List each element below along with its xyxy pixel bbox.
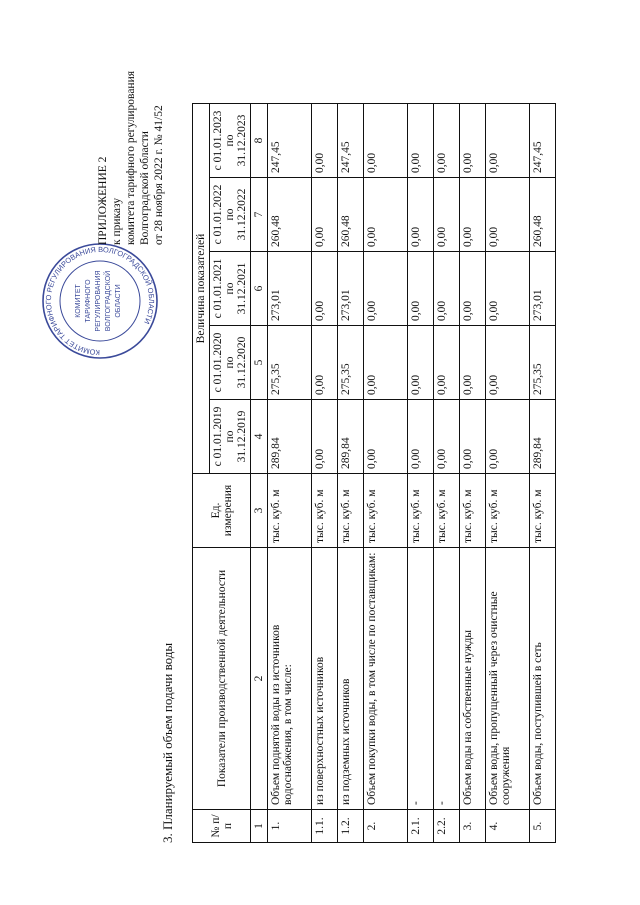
row-value: 0,00 xyxy=(364,104,408,178)
row-value: 289,84 xyxy=(530,400,556,474)
row-value: 0,00 xyxy=(408,104,434,178)
row-value: 0,00 xyxy=(460,252,486,326)
table-row xyxy=(486,104,530,843)
region-name: Волгоградской области xyxy=(139,131,151,245)
row-value: 247,45 xyxy=(338,104,364,178)
row-value: 0,00 xyxy=(408,326,434,400)
column-index: 2 xyxy=(251,548,268,810)
column-index: 7 xyxy=(251,178,268,252)
row-indicator: Объем воды, поступившей в сеть xyxy=(530,548,556,810)
row-value: 0,00 xyxy=(434,252,460,326)
row-value: 0,00 xyxy=(408,252,434,326)
row-value: 0,00 xyxy=(312,326,338,400)
row-value: 260,48 xyxy=(530,178,556,252)
row-number: 2.1. xyxy=(408,810,434,843)
seal-line: ТАРИФНОГО xyxy=(85,279,92,323)
row-value: 289,84 xyxy=(268,400,312,474)
seal-line: КОМИТЕТ xyxy=(75,284,82,318)
row-value: 0,00 xyxy=(434,400,460,474)
row-unit: тыс. куб. м xyxy=(434,474,460,548)
row-indicator: - xyxy=(408,548,434,810)
header-num: № п/п xyxy=(193,810,251,843)
header-period: с 01.01.2023 по 31.12.2023 xyxy=(210,104,251,178)
row-value: 0,00 xyxy=(364,252,408,326)
row-indicator: из подземных источников xyxy=(338,548,364,810)
row-unit: тыс. куб. м xyxy=(338,474,364,548)
row-value: 0,00 xyxy=(486,104,530,178)
row-value: 273,01 xyxy=(338,252,364,326)
row-value: 0,00 xyxy=(460,400,486,474)
official-seal xyxy=(40,241,160,361)
row-value: 0,00 xyxy=(486,252,530,326)
row-value: 275,35 xyxy=(338,326,364,400)
row-unit: тыс. куб. м xyxy=(530,474,556,548)
row-unit: тыс. куб. м xyxy=(312,474,338,548)
row-value: 0,00 xyxy=(486,400,530,474)
row-indicator: Объем воды, пропущенный через очистные сооружения xyxy=(486,548,530,810)
column-index: 6 xyxy=(251,252,268,326)
column-index-row xyxy=(251,104,268,843)
column-index: 3 xyxy=(251,474,268,548)
column-index: 4 xyxy=(251,400,268,474)
row-number: 1. xyxy=(268,810,312,843)
table-row xyxy=(312,104,338,843)
row-unit: тыс. куб. м xyxy=(364,474,408,548)
row-value: 0,00 xyxy=(460,178,486,252)
row-value: 0,00 xyxy=(312,104,338,178)
row-value: 273,01 xyxy=(268,252,312,326)
appendix-label: ПРИЛОЖЕНИЕ 2 xyxy=(97,156,109,245)
row-value: 0,00 xyxy=(460,326,486,400)
table-row xyxy=(434,104,460,843)
row-unit: тыс. куб. м xyxy=(486,474,530,548)
row-indicator: из поверхностных источников xyxy=(312,548,338,810)
row-value: 0,00 xyxy=(408,178,434,252)
row-value: 0,00 xyxy=(434,178,460,252)
header-period: с 01.01.2019 по 31.12.2019 xyxy=(210,400,251,474)
header-period: с 01.01.2022 по 31.12.2022 xyxy=(210,178,251,252)
row-number: 1.1. xyxy=(312,810,338,843)
row-unit: тыс. куб. м xyxy=(408,474,434,548)
table-row xyxy=(364,104,408,843)
row-value: 0,00 xyxy=(486,326,530,400)
row-value: 247,45 xyxy=(530,104,556,178)
row-number: 4. xyxy=(486,810,530,843)
section-title: 3. Планируемый объем подачи воды xyxy=(160,642,175,843)
order-date: от 28 ноября 2022 г. № 41/52 xyxy=(153,105,165,245)
header-period: с 01.01.2021 по 31.12.2021 xyxy=(210,252,251,326)
row-value: 0,00 xyxy=(460,104,486,178)
table-row xyxy=(460,104,486,843)
row-value: 275,35 xyxy=(530,326,556,400)
svg-text:КОМИТЕТ ТАРИФНОГО РЕГУЛИРОВАНИ: КОМИТЕТ ТАРИФНОГО РЕГУЛИРОВАНИЯ ВОЛГОГРАДСКОЙ ОБЛАСТИ xyxy=(43,244,157,358)
seal-line: РЕГУЛИРОВАНИЯ xyxy=(95,270,102,332)
row-number: 3. xyxy=(460,810,486,843)
row-value: 260,48 xyxy=(268,178,312,252)
row-value: 0,00 xyxy=(486,178,530,252)
row-indicator: - xyxy=(434,548,460,810)
table-row xyxy=(530,104,556,843)
row-number: 2. xyxy=(364,810,408,843)
row-unit: тыс. куб. м xyxy=(268,474,312,548)
row-value: 0,00 xyxy=(434,326,460,400)
header-period: с 01.01.2020 по 31.12.2020 xyxy=(210,326,251,400)
row-value: 0,00 xyxy=(312,178,338,252)
row-value: 275,35 xyxy=(268,326,312,400)
header-group: Величина показателей xyxy=(193,104,210,474)
row-value: 273,01 xyxy=(530,252,556,326)
row-value: 0,00 xyxy=(364,326,408,400)
water-supply-table xyxy=(192,103,556,843)
approval-block xyxy=(96,45,166,245)
seal-line: ОБЛАСТИ xyxy=(115,284,122,318)
row-value: 0,00 xyxy=(312,252,338,326)
table-row xyxy=(268,104,312,843)
order-ref: к приказу xyxy=(111,197,123,245)
row-indicator: Объем поднятой воды из источников водоснабжения, в том числе: xyxy=(268,548,312,810)
row-number: 2.2. xyxy=(434,810,460,843)
table-row xyxy=(338,104,364,843)
row-indicator: Объем воды на собственные нужды xyxy=(460,548,486,810)
committee-name: комитета тарифного регулирования xyxy=(125,70,137,245)
row-value: 0,00 xyxy=(434,104,460,178)
row-number: 5. xyxy=(530,810,556,843)
seal-line: ВОЛГОГРАДСКОЙ xyxy=(105,270,112,332)
table-row xyxy=(408,104,434,843)
row-value: 260,48 xyxy=(338,178,364,252)
row-indicator: Объем покупки воды, в том числе по поставщикам: xyxy=(364,548,408,810)
column-index: 8 xyxy=(251,104,268,178)
row-value: 0,00 xyxy=(364,178,408,252)
row-value: 0,00 xyxy=(364,400,408,474)
row-value: 0,00 xyxy=(312,400,338,474)
row-value: 289,84 xyxy=(338,400,364,474)
header-unit: Ед. измерения xyxy=(193,474,251,548)
row-unit: тыс. куб. м xyxy=(460,474,486,548)
row-value: 247,45 xyxy=(268,104,312,178)
header-indicator: Показатели производственной деятельности xyxy=(193,548,251,810)
row-number: 1.2. xyxy=(338,810,364,843)
column-index: 5 xyxy=(251,326,268,400)
column-index: 1 xyxy=(251,810,268,843)
row-value: 0,00 xyxy=(408,400,434,474)
